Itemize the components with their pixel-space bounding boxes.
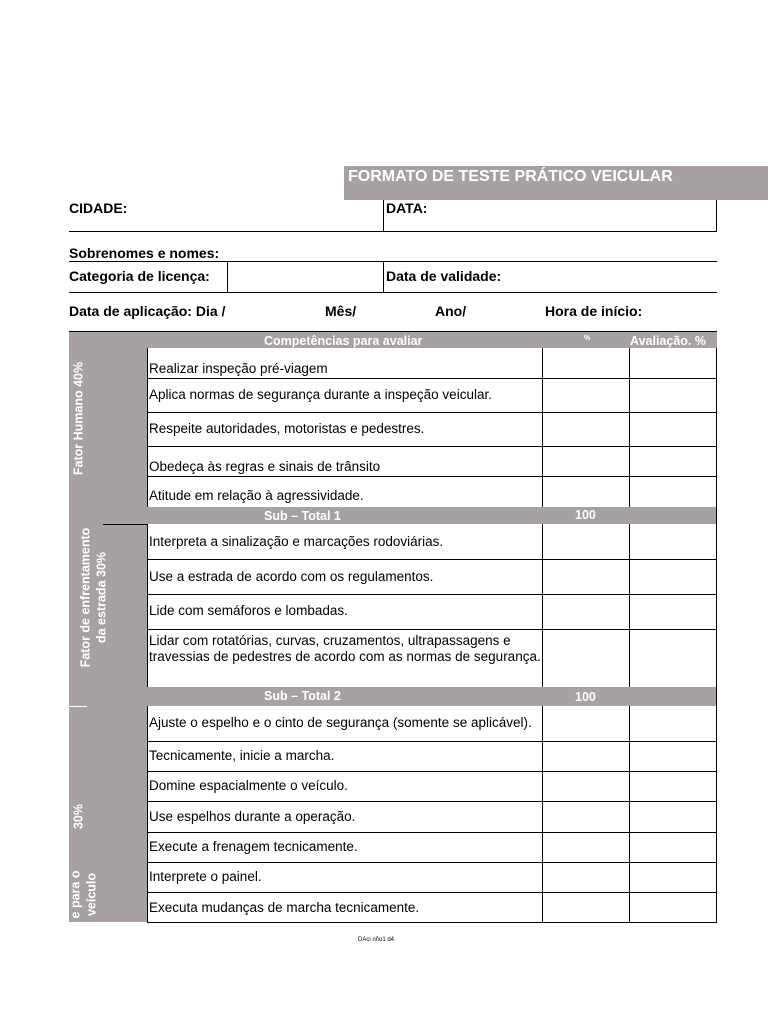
page-footer: DAci nño1 d4 xyxy=(358,937,395,943)
list-item: Aplica normas de segurança durante a inspeção veicular. xyxy=(149,387,492,402)
list-item: Ajuste o espelho e o cinto de segurança (somente se aplicável). xyxy=(149,715,532,730)
list-item: Use espelhos durante a operação. xyxy=(149,809,356,824)
list-item: Interprete o painel. xyxy=(149,869,262,884)
subtotal-2-value: 100 xyxy=(575,690,596,704)
section-1-label: Fator Humano 40% xyxy=(71,361,86,476)
validade-label: Data de validade: xyxy=(386,268,502,284)
list-item: Lide com semáforos e lombadas. xyxy=(149,603,348,618)
section-3-label-a: 30% xyxy=(71,803,86,830)
list-item: Atitude em relação à agressividade. xyxy=(149,488,364,503)
list-item: Interpreta a sinalização e marcações rodoviárias. xyxy=(149,534,444,549)
sobrenomes-label: Sobrenomes e nomes: xyxy=(69,245,220,261)
categoria-label: Categoria de licença: xyxy=(69,268,210,284)
competencias-header: Competências para avaliar xyxy=(264,334,423,348)
subtotal-1-row xyxy=(147,507,717,524)
list-item: Use a estrada de acordo com os regulamentos. xyxy=(149,569,434,584)
subtotal-1-value: 100 xyxy=(575,508,596,522)
list-item: Tecnicamente, inicie a marcha. xyxy=(149,748,335,763)
subtotal-2-label: Sub – Total 2 xyxy=(264,689,341,703)
section-2-label-line1: Fator de enfrentamento xyxy=(78,527,93,668)
page-title: FORMATO DE TESTE PRÁTICO VEICULAR xyxy=(344,166,768,200)
section-2-label-line2: da estrada 30% xyxy=(94,551,109,644)
list-item: Executa mudanças de marcha tecnicamente. xyxy=(149,900,420,915)
section-3-label-b-line2: veículo xyxy=(84,872,99,917)
avaliacao-header: Avaliação. % xyxy=(630,334,706,348)
subtotal-1-label: Sub – Total 1 xyxy=(264,509,341,523)
list-item: Lidar com rotatórias, curvas, cruzamentos, ultrapassagens e travessias de pedestres de acordo com as normas de segurança. xyxy=(149,633,541,664)
list-item: Obedeça às regras e sinais de trânsito xyxy=(149,459,381,474)
ano-label: Ano/ xyxy=(435,303,467,319)
subtotal-2-row xyxy=(69,687,717,706)
data-label: DATA: xyxy=(386,200,428,216)
mes-label: Mês/ xyxy=(325,303,357,319)
cidade-label: CIDADE: xyxy=(69,200,128,216)
list-item: Respeite autoridades, motoristas e pedestres. xyxy=(149,421,425,436)
section-3-label-b-line1: e para o xyxy=(68,870,83,919)
list-item: Execute a frenagem tecnicamente. xyxy=(149,839,358,854)
hora-label: Hora de início: xyxy=(545,303,643,319)
aplicacao-label: Data de aplicação: Dia / xyxy=(69,303,226,319)
list-item: Domine espacialmente o veículo. xyxy=(149,778,348,793)
percent-header: % xyxy=(584,335,591,342)
list-item: Realizar inspeção pré-viagem xyxy=(149,361,328,376)
